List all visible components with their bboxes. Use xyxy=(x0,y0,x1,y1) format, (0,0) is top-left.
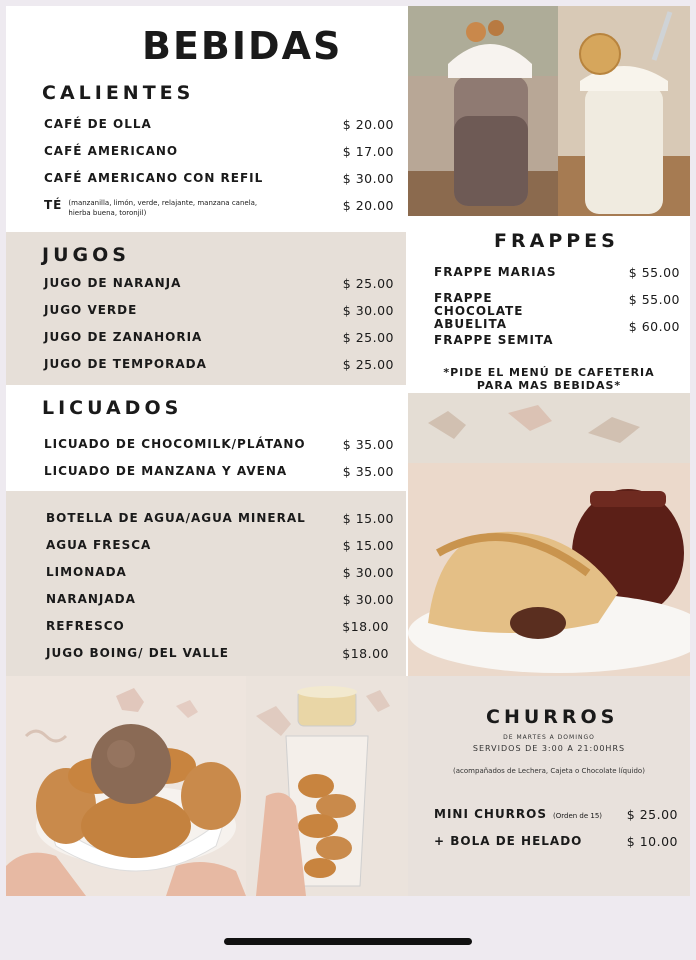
note-line: PARA MAS BEBIDAS* xyxy=(476,379,622,392)
item-name: + BOLA DE HELADO xyxy=(434,834,583,848)
item-name: LICUADO DE MANZANA Y AVENA xyxy=(44,464,288,478)
item-price: $ 25.00 xyxy=(342,276,394,291)
item-detail: (Orden de 15) xyxy=(553,812,603,820)
menu-item xyxy=(46,565,394,580)
menu-item xyxy=(434,807,678,822)
menu-item xyxy=(46,511,394,526)
churros-cup-photo xyxy=(246,676,408,896)
item-name: CAFÉ AMERICANO xyxy=(44,144,179,158)
jugos-panel xyxy=(6,232,406,385)
churros-days: DE MARTES A DOMINGO xyxy=(503,734,595,741)
menu-item xyxy=(434,265,680,280)
item-price: $ 30.00 xyxy=(342,303,394,318)
menu-item xyxy=(46,592,394,607)
item-name: BOTELLA DE AGUA/AGUA MINERAL xyxy=(46,511,306,525)
item-name: FRAPPE CHOCOLATE ABUELITA xyxy=(434,291,524,331)
otras-bebidas-panel xyxy=(6,491,406,676)
item-name: NARANJADA xyxy=(46,592,136,606)
frappes-illustration xyxy=(408,6,690,216)
drinks-menu xyxy=(6,6,690,896)
item-price: $ 15.00 xyxy=(342,538,394,553)
item-name: FRAPPE MARIAS xyxy=(434,265,557,279)
item-price: $ 20.00 xyxy=(342,198,394,213)
menu-item xyxy=(434,319,680,347)
section-heading-licuados: LICUADOS xyxy=(42,397,183,419)
menu-item xyxy=(46,538,394,553)
menu-item xyxy=(46,646,389,661)
item-price: $18.00 xyxy=(342,619,389,634)
cafeteria-note xyxy=(418,366,680,392)
menu-item xyxy=(44,357,394,372)
note-line: *PIDE EL MENÚ DE CAFETERIA xyxy=(443,366,655,379)
menu-item xyxy=(44,464,394,479)
item-price: $ 15.00 xyxy=(342,511,394,526)
item-price: $ 10.00 xyxy=(626,834,678,849)
section-heading-jugos: JUGOS xyxy=(42,244,130,266)
menu-title: BEBIDAS xyxy=(142,24,343,68)
frappes-panel xyxy=(408,216,690,393)
item-price: $ 30.00 xyxy=(342,171,394,186)
menu-item xyxy=(44,330,394,345)
item-price: $ 30.00 xyxy=(342,592,394,607)
churros-hours: SERVIDOS DE 3:00 A 21:00HRS xyxy=(472,744,626,753)
licuados-panel xyxy=(6,385,406,491)
menu-item xyxy=(44,198,394,218)
item-detail: (manzanilla, limón, verde, relajante, manzana canela, hierba buena, toronjil) xyxy=(68,199,258,217)
menu-item xyxy=(46,619,389,634)
menu-item xyxy=(44,144,394,159)
item-name: LICUADO DE CHOCOMILK/PLÁTANO xyxy=(44,437,306,451)
item-price: $ 30.00 xyxy=(342,565,394,580)
frappes-photo xyxy=(408,6,690,216)
item-name: CAFÉ DE OLLA xyxy=(44,117,152,131)
churros-accompaniment: (acompañados de Lechera, Cajeta o Chocolate líquido) xyxy=(453,767,645,775)
item-name: FRAPPE SEMITA xyxy=(434,333,554,347)
menu-item xyxy=(44,171,394,186)
section-heading-frappes: FRAPPES xyxy=(494,230,619,252)
item-price: $ 20.00 xyxy=(342,117,394,132)
churros-cup-illustration xyxy=(246,676,408,896)
menu-item xyxy=(44,303,394,318)
item-price: $ 55.00 xyxy=(628,292,680,307)
menu-item xyxy=(44,276,394,291)
item-price: $ 35.00 xyxy=(342,464,394,479)
item-price: $ 17.00 xyxy=(342,144,394,159)
section-heading-churros: CHURROS xyxy=(486,706,619,728)
item-price: $ 25.00 xyxy=(342,357,394,372)
item-name: TÉ xyxy=(44,198,63,212)
item-name: JUGO BOING/ DEL VALLE xyxy=(46,646,229,660)
cake-illustration xyxy=(408,393,690,676)
home-indicator-bar[interactable] xyxy=(224,938,472,945)
item-name: JUGO DE NARANJA xyxy=(44,276,182,290)
section-heading-calientes: CALIENTES xyxy=(42,82,195,104)
item-name: REFRESCO xyxy=(46,619,125,633)
churros-panel xyxy=(408,676,690,896)
item-name: MINI CHURROS xyxy=(434,807,548,821)
menu-item xyxy=(44,437,394,452)
item-name: JUGO DE ZANAHORIA xyxy=(44,330,203,344)
cake-photo xyxy=(408,393,690,676)
item-price: $ 60.00 xyxy=(628,319,680,334)
item-price: $18.00 xyxy=(342,646,389,661)
item-name: LIMONADA xyxy=(46,565,127,579)
item-price: $ 25.00 xyxy=(342,330,394,345)
menu-item xyxy=(434,834,678,849)
item-price: $ 55.00 xyxy=(628,265,680,280)
item-name: JUGO DE TEMPORADA xyxy=(44,357,207,371)
item-name: CAFÉ AMERICANO CON REFIL xyxy=(44,171,264,185)
item-name: AGUA FRESCA xyxy=(46,538,152,552)
item-price: $ 35.00 xyxy=(342,437,394,452)
item-name: JUGO VERDE xyxy=(44,303,138,317)
menu-item xyxy=(44,117,394,132)
churros-bowl-photo xyxy=(6,676,246,896)
calientes-panel xyxy=(6,6,406,232)
churros-bowl-illustration xyxy=(6,676,246,896)
item-price: $ 25.00 xyxy=(626,807,678,822)
